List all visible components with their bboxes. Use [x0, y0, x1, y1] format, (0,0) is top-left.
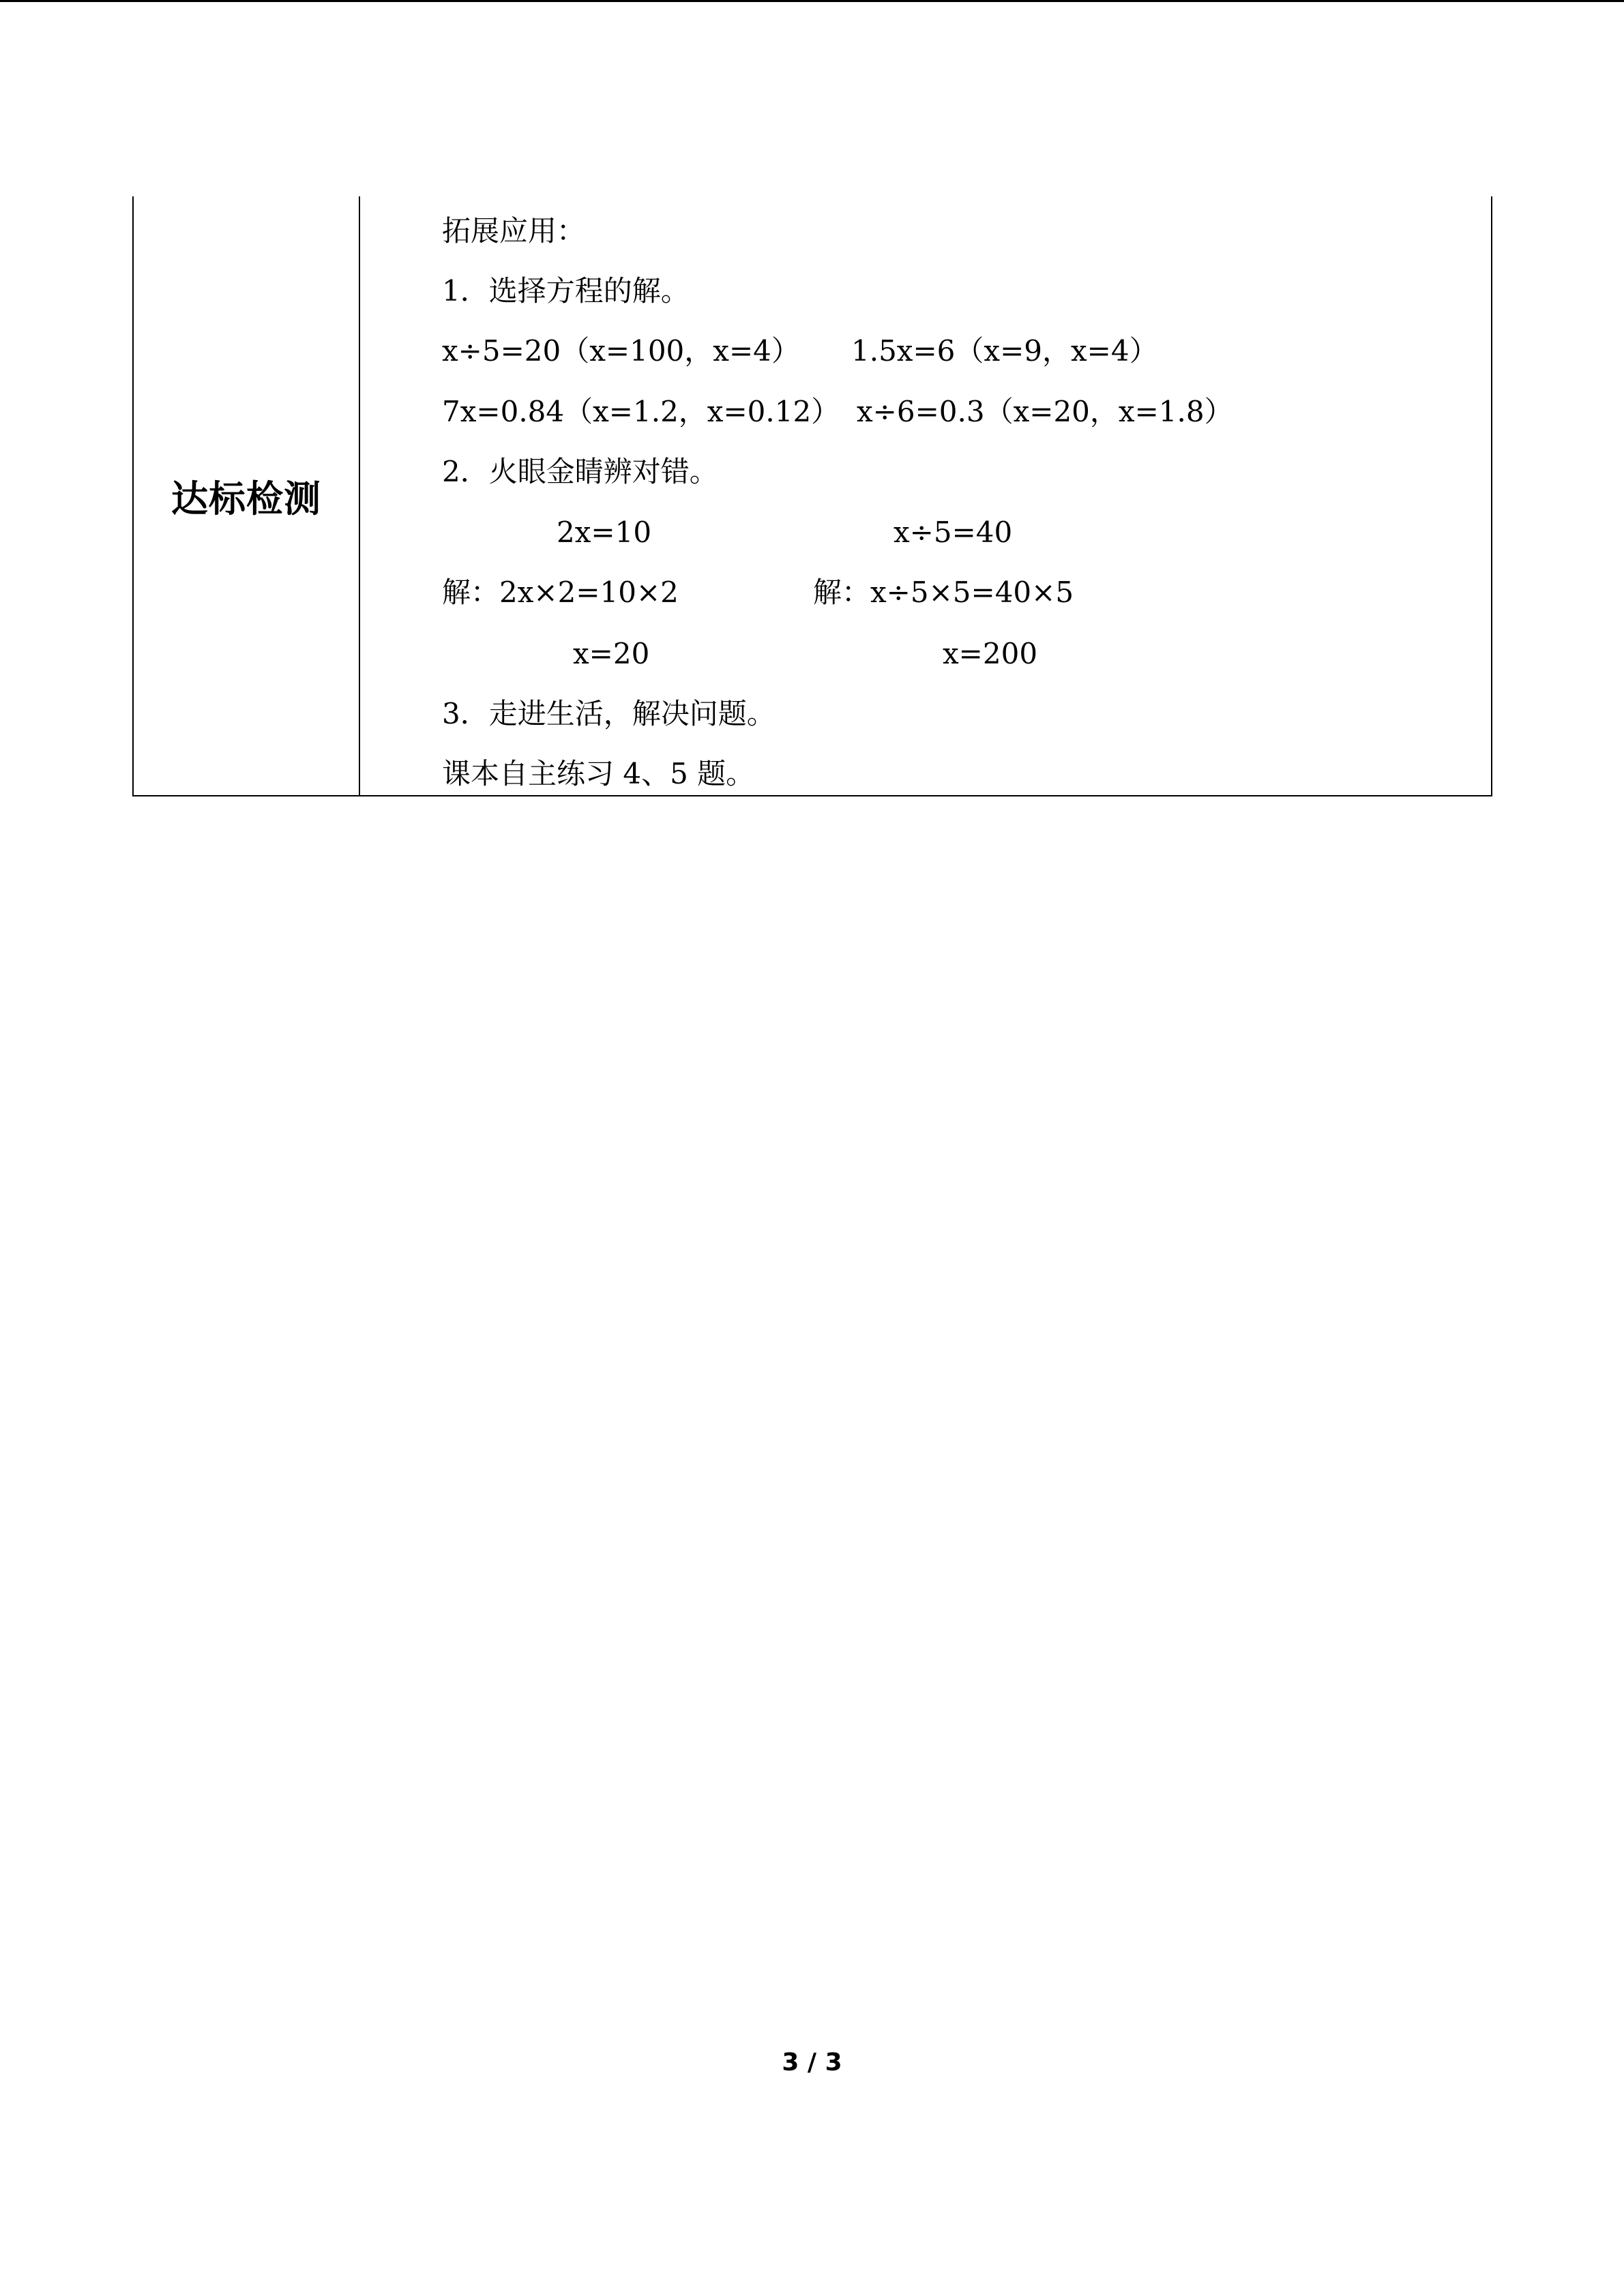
- question-1-option-1: x÷5=20（x=100，x=4）: [442, 334, 800, 368]
- section-content-cell: [360, 196, 1491, 795]
- question-2-result-right: x=200: [943, 637, 1038, 670]
- question-2-result-left: x=20: [573, 637, 650, 670]
- page-number: 3 / 3: [782, 2048, 842, 2076]
- page-top-border: [0, 0, 1624, 2]
- question-1-option-3: 7x=0.84（x=1.2，x=0.12）: [442, 395, 840, 428]
- question-1-option-2: 1.5x=6（x=9，x=4）: [851, 334, 1158, 368]
- question-2-solution-right: 解：x÷5×5=40×5: [813, 576, 1074, 609]
- lesson-table: [132, 196, 1492, 796]
- section-label: 达标检测: [171, 477, 321, 520]
- section-label-cell: [134, 196, 360, 795]
- question-1-option-4: x÷6=0.3（x=20，x=1.8）: [857, 395, 1233, 428]
- question-3-title: 3．走进生活，解决问题。: [442, 697, 776, 730]
- question-1-title: 1．选择方程的解。: [442, 274, 690, 308]
- question-2-equation-right: x÷5=40: [894, 516, 1013, 549]
- content-heading: 拓展应用：: [442, 214, 586, 248]
- question-2-title: 2．火眼金睛辨对错。: [442, 455, 718, 488]
- question-2-solution-left: 解：2x×2=10×2: [442, 576, 679, 609]
- question-3-note: 课本自主练习 4、5 题。: [442, 757, 755, 790]
- question-2-equation-left: 2x=10: [557, 516, 652, 549]
